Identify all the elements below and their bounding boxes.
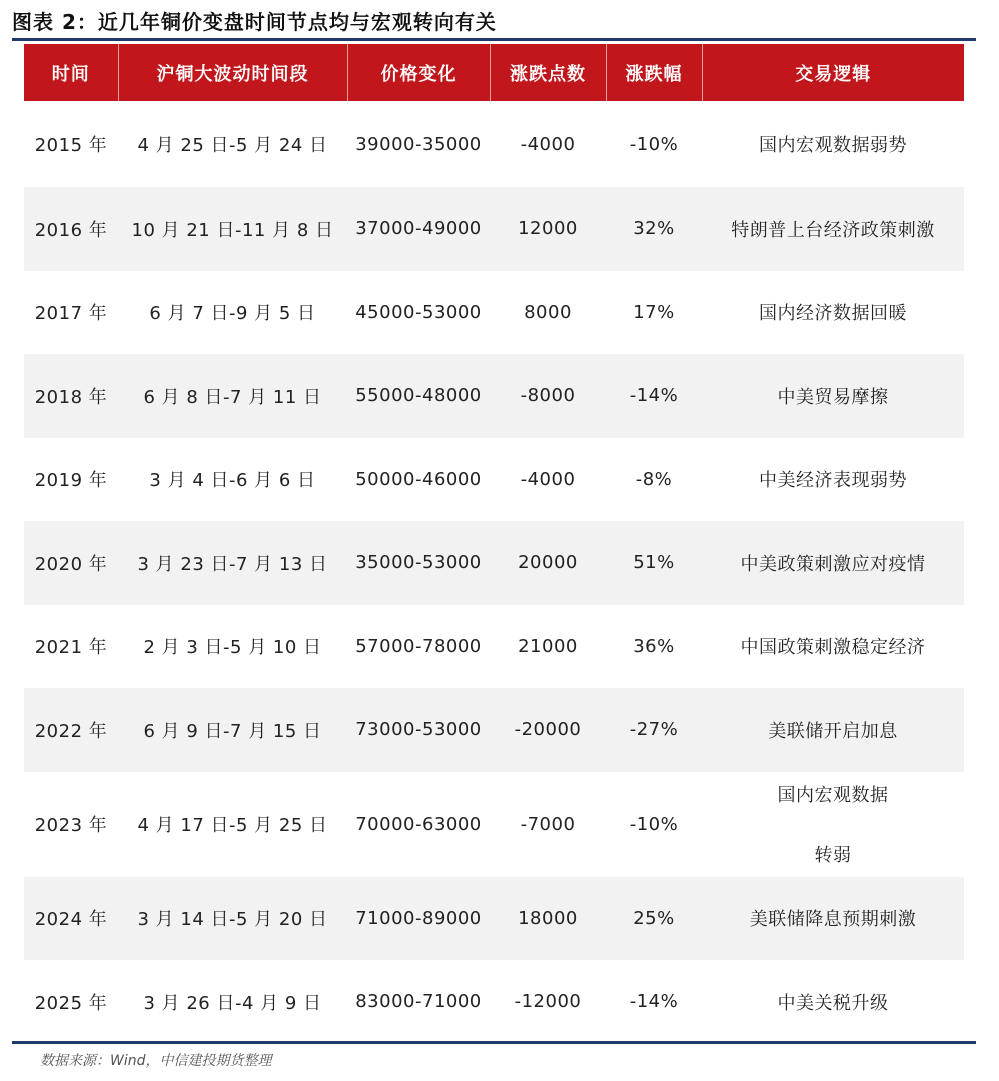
cell-pct: -14% xyxy=(606,354,702,438)
cell-price-change: 83000-71000 xyxy=(355,991,482,1013)
cell-price-change: 50000-46000 xyxy=(355,468,482,490)
cell-logic xyxy=(702,772,964,877)
cell-logic-line: 转弱 xyxy=(814,845,852,866)
cell-year: 2024 年 xyxy=(24,877,118,961)
cell-period: 3 月 4 日-6 月 6 日 xyxy=(149,470,316,492)
cell-price-change: 37000-49000 xyxy=(347,187,490,271)
cell-price-change: 55000-48000 xyxy=(347,354,490,438)
cell-points: 12000 xyxy=(490,187,606,271)
header-time: 时间 xyxy=(24,44,118,101)
cell-pct: -10% xyxy=(629,133,679,155)
table-row xyxy=(24,960,964,1044)
cell-logic xyxy=(702,877,964,961)
table-row xyxy=(24,187,964,271)
cell-logic-line: 中美关税升级 xyxy=(777,992,889,1014)
cell-price-change: 57000-78000 xyxy=(355,635,482,657)
table-row xyxy=(24,521,964,605)
cell-points: -8000 xyxy=(490,354,606,438)
cell-logic xyxy=(702,605,964,689)
cell-logic-line: 中美贸易摩擦 xyxy=(777,386,889,408)
source-note: 数据来源：Wind，中信建投期货整理 xyxy=(40,1053,272,1069)
cell-price-change: 35000-53000 xyxy=(347,521,490,605)
table-row xyxy=(24,877,964,961)
cell-year: 2022 年 xyxy=(24,688,118,772)
cell-period: 3 月 26 日-4 月 9 日 xyxy=(143,992,322,1014)
header-points: 涨跌点数 xyxy=(490,44,606,101)
cell-year: 2021 年 xyxy=(34,637,108,659)
cell-period: 4 月 25 日-5 月 24 日 xyxy=(137,135,328,156)
cell-logic-line: 中美经济表现弱势 xyxy=(759,470,907,492)
table-body xyxy=(24,101,964,1044)
cell-pct: 51% xyxy=(606,521,702,605)
cell-logic-line: 美联储开启加息 xyxy=(768,720,898,742)
cell-points: -12000 xyxy=(514,991,582,1013)
header-price-change: 价格变化 xyxy=(347,44,490,101)
cell-logic-line: 美联储降息预期刺激 xyxy=(749,909,917,931)
cell-logic-line: 国内经济数据回暖 xyxy=(759,303,907,325)
table-row xyxy=(24,354,964,438)
cell-period: 3 月 14 日-5 月 20 日 xyxy=(118,877,347,961)
cell-year: 2018 年 xyxy=(24,354,118,438)
top-rule xyxy=(12,38,976,41)
cell-points: 18000 xyxy=(490,877,606,961)
table-row xyxy=(24,101,964,187)
cell-logic xyxy=(702,187,964,271)
figure-title: 图表 2：近几年铜价变盘时间节点均与宏观转向有关 xyxy=(12,10,497,34)
table-row xyxy=(24,271,964,355)
cell-logic xyxy=(702,271,964,355)
cell-pct: 32% xyxy=(606,187,702,271)
cell-year: 2025 年 xyxy=(34,992,108,1014)
cell-pct: 25% xyxy=(606,877,702,961)
cell-price-change: 71000-89000 xyxy=(347,877,490,961)
cell-year: 2017 年 xyxy=(34,303,108,325)
cell-pct: 17% xyxy=(633,301,675,323)
cell-points: -20000 xyxy=(490,688,606,772)
cell-pct: -10% xyxy=(629,813,679,835)
cell-period: 2 月 3 日-5 月 10 日 xyxy=(143,637,322,659)
cell-pct: -27% xyxy=(606,688,702,772)
cell-year: 2019 年 xyxy=(34,470,108,492)
cell-logic-line: 国内宏观数据 xyxy=(777,785,889,806)
cell-period: 6 月 9 日-7 月 15 日 xyxy=(118,688,347,772)
header-pct: 涨跌幅 xyxy=(606,44,702,101)
cell-points: -4000 xyxy=(520,133,576,155)
cell-logic xyxy=(702,354,964,438)
cell-period: 3 月 23 日-7 月 13 日 xyxy=(118,521,347,605)
cell-pct: -8% xyxy=(635,468,673,490)
table-row xyxy=(24,438,964,522)
cell-logic xyxy=(702,438,964,522)
table-header-row xyxy=(24,44,964,101)
bottom-rule xyxy=(12,1041,976,1044)
cell-points: -7000 xyxy=(520,813,576,835)
table-row xyxy=(24,688,964,772)
cell-points: -4000 xyxy=(520,468,576,490)
cell-logic-line: 中国政策刺激稳定经济 xyxy=(740,637,926,659)
cell-logic xyxy=(702,101,964,187)
cell-year: 2023 年 xyxy=(34,815,108,836)
table-row xyxy=(24,605,964,689)
cell-period: 10 月 21 日-11 月 8 日 xyxy=(118,187,347,271)
cell-price-change: 73000-53000 xyxy=(347,688,490,772)
cell-logic xyxy=(702,521,964,605)
data-table-container xyxy=(24,44,964,1044)
header-period: 沪铜大波动时间段 xyxy=(118,44,347,101)
cell-logic xyxy=(702,960,964,1044)
cell-period: 6 月 8 日-7 月 11 日 xyxy=(118,354,347,438)
copper-volatility-table xyxy=(24,44,964,1044)
cell-logic-line: 特朗普上台经济政策刺激 xyxy=(731,219,935,241)
cell-year: 2016 年 xyxy=(24,187,118,271)
cell-logic xyxy=(702,688,964,772)
cell-year: 2015 年 xyxy=(34,135,108,156)
cell-price-change: 39000-35000 xyxy=(355,133,482,155)
header-logic: 交易逻辑 xyxy=(702,44,964,101)
cell-points: 8000 xyxy=(524,301,572,323)
cell-year: 2020 年 xyxy=(24,521,118,605)
cell-points: 20000 xyxy=(490,521,606,605)
cell-logic-line: 中美政策刺激应对疫情 xyxy=(740,553,926,575)
cell-pct: -14% xyxy=(629,991,679,1013)
cell-logic-line: 国内宏观数据弱势 xyxy=(759,135,907,156)
table-row xyxy=(24,772,964,877)
cell-pct: 36% xyxy=(633,635,675,657)
cell-price-change: 45000-53000 xyxy=(355,301,482,323)
cell-points: 21000 xyxy=(518,635,578,657)
cell-period: 4 月 17 日-5 月 25 日 xyxy=(137,815,328,836)
cell-period: 6 月 7 日-9 月 5 日 xyxy=(149,303,316,325)
cell-price-change: 70000-63000 xyxy=(355,813,482,835)
